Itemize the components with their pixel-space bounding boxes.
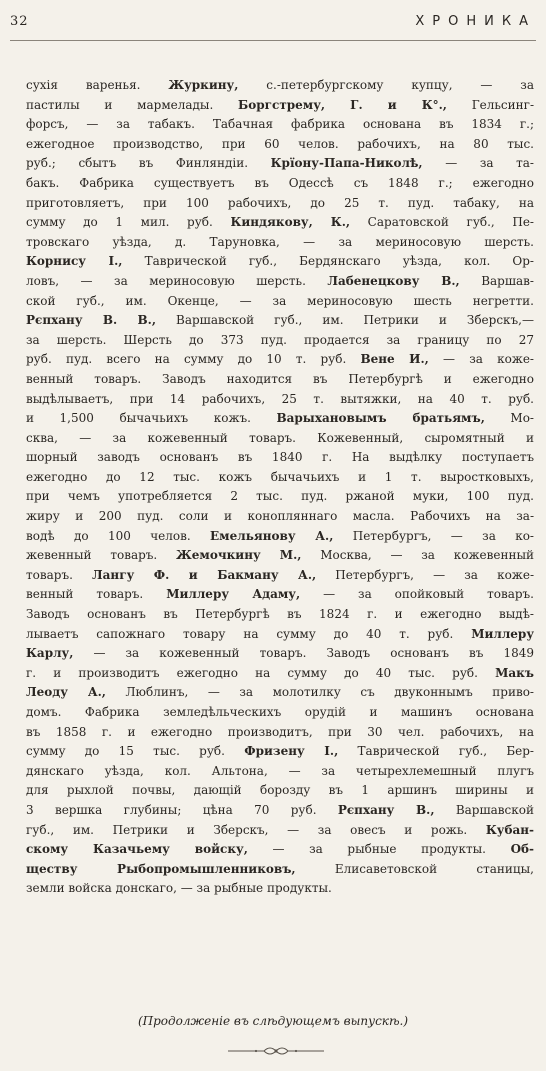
awardee-name: Журкину, bbox=[168, 78, 239, 92]
awardee-name: Рєпхану В., bbox=[337, 802, 435, 817]
text-run: и 1,500 бычачьихъ кожъ. bbox=[26, 411, 277, 426]
text-line bbox=[26, 96, 534, 116]
text-run: домъ. Фабрика земледѣльческихъ орудій и машинъ основана bbox=[26, 705, 534, 719]
text-run: земли войска донскаго, — за рыбные продукты. bbox=[26, 881, 332, 896]
awardee-name: Карлу, bbox=[26, 646, 74, 661]
text-run: — за та- bbox=[422, 156, 534, 171]
text-run: Петербургъ, — за коже- bbox=[316, 567, 534, 582]
text-line bbox=[26, 194, 534, 214]
text-line bbox=[26, 683, 534, 703]
text-run: г. и производитъ ежегодно на сумму до 40 тыс. руб. bbox=[26, 665, 496, 680]
text-line bbox=[26, 233, 534, 253]
text-line bbox=[26, 311, 534, 331]
text-line bbox=[26, 546, 534, 566]
text-run: жевенный товаръ. bbox=[26, 548, 177, 563]
body-text bbox=[26, 76, 534, 899]
text-line bbox=[26, 331, 534, 351]
text-run: Таврической губ., Бердянскаго уѣзда, кол. Ор- bbox=[122, 254, 534, 269]
awardee-name: Фризену І., bbox=[244, 744, 339, 759]
text-line bbox=[26, 605, 534, 625]
text-line bbox=[26, 644, 534, 664]
running-title: ХРОНИКА bbox=[415, 14, 536, 29]
text-line bbox=[26, 762, 534, 782]
text-run: дянскаго уѣзда, кол. Альтона, — за четырехлемешный плугъ bbox=[26, 763, 534, 778]
page-header bbox=[10, 14, 536, 29]
text-line bbox=[26, 487, 534, 507]
awardee-name: Боргстрему, Г. и К°., bbox=[238, 97, 447, 112]
text-run: ежегодное производство, при 60 челов. рабочихъ, на 80 тыс. bbox=[26, 136, 534, 151]
text-run: пастилы и мармелады. bbox=[26, 97, 239, 112]
text-run: сква, — за кожевенный товаръ. Кожевенный, сыромятный и bbox=[26, 430, 534, 445]
text-run: руб. пуд. всего на сумму до 10 т. руб. bbox=[26, 352, 361, 367]
awardee-name: скому Казачьему войску, bbox=[26, 842, 248, 857]
text-run: Варшавской губ., им. Петрики и Зберскъ,— bbox=[156, 313, 534, 328]
awardee-name: Жемочкину М., bbox=[176, 548, 302, 563]
continuation-note: (Продолженіе въ слѣдующемъ выпускѣ.) bbox=[137, 1014, 409, 1028]
text-line bbox=[26, 370, 534, 390]
text-line bbox=[26, 76, 534, 96]
text-line bbox=[26, 585, 534, 605]
text-line bbox=[26, 174, 534, 194]
awardee-name: Рєпхану В. В., bbox=[26, 313, 157, 328]
text-run: форсъ, — за табакъ. Табачная фабрика основана въ 1834 г.; bbox=[26, 117, 534, 132]
text-line bbox=[26, 566, 534, 586]
text-line bbox=[26, 527, 534, 547]
text-run: за шерсть. Шерсть до 373 пуд. продается за границу по 27 bbox=[26, 332, 534, 347]
header-rule bbox=[10, 40, 536, 41]
text-line bbox=[26, 409, 534, 429]
text-run: Елисаветовской станицы, bbox=[295, 861, 534, 876]
text-run: приготовляетъ, при 100 рабочихъ, до 25 т. пуд. табаку, на bbox=[26, 195, 534, 210]
text-line bbox=[26, 154, 534, 174]
awardee-name: Об- bbox=[510, 842, 534, 857]
text-run: сумму до 15 тыс. руб. bbox=[26, 744, 245, 759]
text-run: венный товаръ. Заводъ находится въ Петербургѣ и ежегодно bbox=[26, 371, 534, 386]
text-line bbox=[26, 292, 534, 312]
text-line bbox=[26, 468, 534, 488]
awardee-name: Макъ bbox=[495, 665, 534, 680]
text-run: Саратовской губ., Пе- bbox=[350, 215, 534, 230]
awardee-name: Киндякову, К., bbox=[230, 215, 351, 230]
awardee-name: ществу Рыбопромышленниковъ, bbox=[26, 861, 296, 876]
text-line bbox=[26, 448, 534, 468]
text-run: Люблинъ, — за молотилку съ двуконнымъ приво- bbox=[105, 685, 534, 700]
awardee-name: Кубан- bbox=[485, 822, 534, 837]
awardee-name: Лангу Ф. и Бакману А., bbox=[92, 567, 317, 582]
text-run: шорный заводъ основанъ въ 1840 г. На выдѣлку поступаетъ bbox=[26, 450, 534, 465]
text-run: ской губ., им. Окенце, — за мериносовую шесть негретти. bbox=[26, 293, 534, 308]
text-run: — за кожевенный товаръ. Заводъ основанъ въ 1849 bbox=[73, 646, 534, 661]
text-line bbox=[26, 135, 534, 155]
text-run: с.-петербургскому купцу, — за bbox=[238, 78, 535, 92]
text-line bbox=[26, 272, 534, 292]
text-line bbox=[26, 625, 534, 645]
text-run: сухія варенья. bbox=[26, 78, 169, 92]
awardee-name: Крїону-Папа-Николѣ, bbox=[270, 156, 423, 171]
awardee-name: Корнису І., bbox=[26, 254, 123, 269]
text-run: Варшав- bbox=[459, 273, 534, 288]
text-line bbox=[26, 252, 534, 272]
text-line bbox=[26, 742, 534, 762]
text-run: товаръ. bbox=[26, 567, 93, 582]
tailpiece-ornament-icon bbox=[226, 1044, 326, 1058]
text-run: Петербургъ, — за ко- bbox=[333, 528, 534, 543]
text-run: Варшавской bbox=[434, 802, 534, 817]
text-run: — за рыбные продукты. bbox=[247, 842, 511, 857]
text-run: Таврической губ., Бер- bbox=[338, 744, 534, 759]
text-line bbox=[26, 801, 534, 821]
text-run: при чемъ употребляется 2 тыс. пуд. ржаной муки, 100 пуд. bbox=[26, 489, 534, 504]
awardee-name: Варыхановымъ братьямъ, bbox=[276, 411, 485, 426]
text-line bbox=[26, 703, 534, 723]
text-run: Заводъ основанъ въ Петербургѣ въ 1824 г. и ежегодно выдѣ- bbox=[26, 607, 534, 622]
text-run: венный товаръ. bbox=[26, 587, 167, 602]
text-line bbox=[26, 723, 534, 743]
page-number: 32 bbox=[10, 14, 29, 29]
text-line bbox=[26, 879, 534, 899]
text-line bbox=[26, 821, 534, 841]
text-run: жиру и 200 пуд. соли и конопляннаго масла. Рабочихъ на за- bbox=[26, 509, 534, 524]
text-run: тровскаго уѣзда, д. Таруновка, — за мериносовую шерсть. bbox=[26, 234, 534, 249]
text-line bbox=[26, 507, 534, 527]
awardee-name: Лабенецкову В., bbox=[327, 273, 460, 288]
text-run: губ., им. Петрики и Зберскъ, — за овесъ и рожь. bbox=[26, 822, 486, 837]
awardee-name: Емельянову А., bbox=[210, 528, 334, 543]
text-run: — за опойковый товаръ. bbox=[300, 587, 535, 602]
text-run: Гельсинг- bbox=[447, 97, 534, 112]
text-line bbox=[26, 350, 534, 370]
text-run: для рыхлой почвы, дающій борозду въ 1 аршинъ ширины и bbox=[26, 783, 534, 798]
text-line bbox=[26, 429, 534, 449]
text-run: — за коже- bbox=[428, 352, 534, 367]
text-run: лываетъ сапожнаго товару на сумму до 40 т. руб. bbox=[26, 626, 472, 641]
text-run: сумму до 1 мил. руб. bbox=[26, 215, 231, 230]
text-line bbox=[26, 213, 534, 233]
text-line bbox=[26, 840, 534, 860]
text-run: руб.; сбытъ въ Финляндіи. bbox=[26, 156, 271, 171]
text-line bbox=[26, 860, 534, 880]
awardee-name: Миллеру Адаму, bbox=[166, 587, 301, 602]
text-run: Мо- bbox=[484, 411, 534, 426]
awardee-name: Миллеру bbox=[471, 626, 534, 641]
awardee-name: Леоду А., bbox=[26, 685, 106, 700]
text-run: въ 1858 г. и ежегодно производитъ, при 30 чел. рабочихъ, на bbox=[26, 724, 534, 739]
text-line bbox=[26, 781, 534, 801]
text-run: ежегодно до 12 тыс. кожъ бычачьихъ и 1 т. выростковыхъ, bbox=[26, 469, 534, 484]
awardee-name: Вене И., bbox=[360, 352, 429, 367]
text-run: Москва, — за кожевенный bbox=[301, 548, 535, 563]
text-line bbox=[26, 115, 534, 135]
text-line bbox=[26, 664, 534, 684]
text-run: водѣ до 100 челов. bbox=[26, 528, 211, 543]
text-run: ловъ, — за мериносовую шерсть. bbox=[26, 273, 328, 288]
text-run: бакъ. Фабрика существуетъ въ Одессѣ съ 1848 г.; ежегодно bbox=[26, 175, 534, 190]
text-run: 3 вершка глубины; цѣна 70 руб. bbox=[26, 802, 338, 817]
text-line bbox=[26, 390, 534, 410]
text-run: выдѣлываетъ, при 14 рабочихъ, 25 т. вытяжки, на 40 т. руб. bbox=[26, 391, 534, 406]
